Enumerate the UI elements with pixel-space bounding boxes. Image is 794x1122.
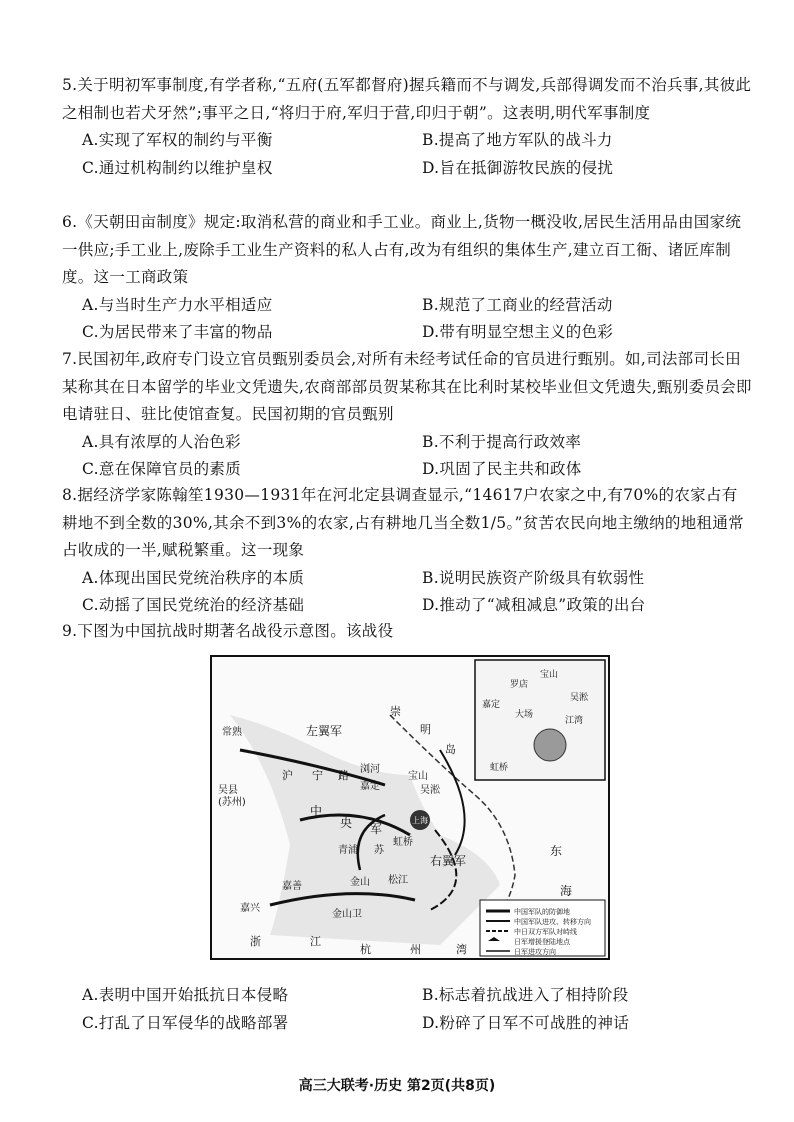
option-b[interactable]: B.规范了工商业的经营活动	[422, 295, 613, 314]
question-6	[62, 209, 752, 347]
map-label-jinshan: 金山	[350, 877, 370, 888]
option-b[interactable]: B.不利于提高行政效率	[422, 432, 582, 451]
map-label-liuhe: 浏河	[360, 764, 380, 775]
map-label-hu: 沪	[282, 769, 293, 782]
option-b[interactable]: B.说明民族资产阶级具有软弱性	[422, 568, 645, 587]
question-9-options	[62, 982, 752, 1037]
map-label-shanghai: 上海	[412, 816, 428, 825]
map-label-suzhou: (苏州)	[218, 797, 246, 808]
battle-map	[210, 655, 610, 960]
inset-label-luodian: 罗店	[510, 680, 529, 690]
option-d[interactable]: D.旨在抵御游牧民族的侵扰	[422, 158, 614, 177]
option-c[interactable]: C.打乱了日军侵华的战略部署	[82, 1013, 289, 1032]
map-label-ning: 宁	[312, 769, 323, 782]
option-a[interactable]: A.实现了军权的制约与平衡	[82, 131, 273, 149]
legend-item: 中国军队进攻、转移方向	[514, 918, 591, 926]
map-label-su: 苏	[374, 845, 384, 856]
option-c[interactable]: C.动摇了国民党统治的经济基础	[82, 596, 305, 614]
options-group	[82, 127, 752, 182]
map-label-jiaxing: 嘉兴	[240, 903, 260, 914]
map-label-jinshanwei: 金山卫	[332, 909, 362, 920]
map-label-songjiang: 松江	[388, 875, 408, 886]
map-label-zhou: 州	[410, 943, 421, 956]
question-5	[62, 72, 752, 182]
question-9	[62, 618, 752, 646]
map-label-ming: 明	[420, 723, 431, 736]
option-b[interactable]: B.提高了地方军队的战斗力	[422, 131, 613, 149]
option-a[interactable]: A.具有浓厚的人治色彩	[82, 432, 241, 451]
option-d[interactable]: D.推动了“减租减息”政策的出台	[422, 596, 646, 614]
page-footer: 高三大联考·历史 第2页(共8页)	[298, 1078, 496, 1094]
legend-item: 中国军队的防御地	[514, 908, 570, 916]
question-8	[62, 482, 752, 620]
option-a[interactable]: A.表明中国开始抵抗日本侵略	[82, 986, 289, 1004]
option-d[interactable]: D.带有明显空想主义的色彩	[422, 323, 614, 341]
option-c[interactable]: C.为居民带来了丰富的物品	[82, 323, 273, 341]
inset-label-hongqiao: 虹桥	[490, 763, 509, 773]
map-label-dao: 岛	[445, 743, 456, 756]
options-group	[82, 982, 752, 1037]
option-a[interactable]: A.与当时生产力水平相适应	[82, 295, 273, 314]
question-stem: 9.下图为中国抗战时期著名战役示意图。该战役	[62, 622, 394, 640]
question-stem: 8.据经济学家陈翰笙1930—1931年在河北定县调查显示,“14617户农家之中,有70%的农家占有耕地不到全数的30%,其余不到3%的农家,占有耕地几当全数1/5。”贫苦农民向地主缴纳的地租通常占收成的一半,赋税繁重。这一现象	[62, 486, 744, 559]
map-label-dong: 东	[550, 844, 563, 858]
inset-label-baoshan: 宝山	[540, 670, 559, 680]
map-label-lu: 路	[338, 769, 349, 782]
option-d[interactable]: D.巩固了民主共和政体	[422, 460, 582, 478]
map-label-hang: 杭	[360, 943, 371, 956]
map-label-jiashan: 嘉善	[282, 881, 302, 892]
legend-item: 日军增援登陆地点	[514, 938, 570, 946]
map-label-jun: 军	[370, 822, 383, 836]
map-label-hongqiao: 虹桥	[393, 837, 413, 848]
map-label-wuxian: 吴县	[218, 785, 238, 796]
map-label-wusong: 吴淞	[420, 785, 440, 796]
option-d[interactable]: D.粉碎了日军不可战胜的神话	[422, 1013, 630, 1032]
map-label-chong: 崇	[390, 705, 401, 718]
option-b[interactable]: B.标志着抗战进入了相持阶段	[422, 986, 629, 1004]
legend-item: 日军进攻方向	[514, 948, 556, 956]
map-label-baoshan: 宝山	[408, 771, 428, 782]
map-label-hai: 海	[560, 884, 573, 898]
inset-label-jiangwan: 江湾	[565, 716, 584, 726]
option-c[interactable]: C.意在保障官员的素质	[82, 460, 242, 478]
map-label-wan: 湾	[456, 943, 467, 956]
map-label-qingpu: 青浦	[338, 845, 358, 856]
map-label-yang: 央	[340, 816, 353, 830]
map-label-changshu: 常熟	[222, 727, 242, 738]
map-label-zhe: 浙	[250, 935, 261, 948]
options-group	[82, 292, 752, 347]
map-label-zuoyijun: 左翼军	[306, 724, 343, 738]
question-stem: 6.《天朝田亩制度》规定:取消私营的商业和手工业。商业上,货物一概没收,居民生活用品由国家统一供应;手工业上,废除手工业生产资料的私人占有,改为有组织的集体生产,建立百工衙、诸匠库制度。这一工商政策	[62, 213, 742, 286]
option-c[interactable]: C.通过机构制约以维护皇权	[82, 158, 273, 177]
options-group	[82, 429, 752, 484]
option-a[interactable]: A.体现出国民党统治秩序的本质	[82, 568, 305, 587]
inset-label-wusong: 吴淞	[570, 693, 589, 703]
options-group	[82, 565, 752, 620]
map-label-jiading: 嘉定	[360, 781, 380, 792]
question-stem: 7.民国初年,政府专门设立官员甄别委员会,对所有未经考试任命的官员进行甄别。如,司法部司长田某称其在日本留学的毕业文凭遗失,农商部部员贺某称其在比利时某校毕业但文凭遗失,甄别委员会即电请驻日、驻比使馆查复。民国初期的官员甄别	[62, 350, 752, 423]
question-stem: 5.关于明初军事制度,有学者称,“五府(五军都督府)握兵籍而不与调发,兵部得调发而不治兵事,其彼此之相制也若犬牙然”;事平之日,“将归于府,军归于营,印归于朝”。这表明,明代军事制度	[62, 76, 752, 122]
question-7	[62, 346, 752, 484]
inset-label-jiading: 嘉定	[482, 700, 501, 710]
map-label-zhong: 中	[310, 804, 323, 818]
map-label-youyijun: 右翼军	[430, 854, 467, 868]
legend-item: 中日双方军队对峙线	[514, 928, 577, 936]
map-label-jiang: 江	[310, 935, 321, 948]
inset-label-dachang: 大场	[515, 710, 534, 720]
inset-city-shanghai	[534, 729, 566, 761]
